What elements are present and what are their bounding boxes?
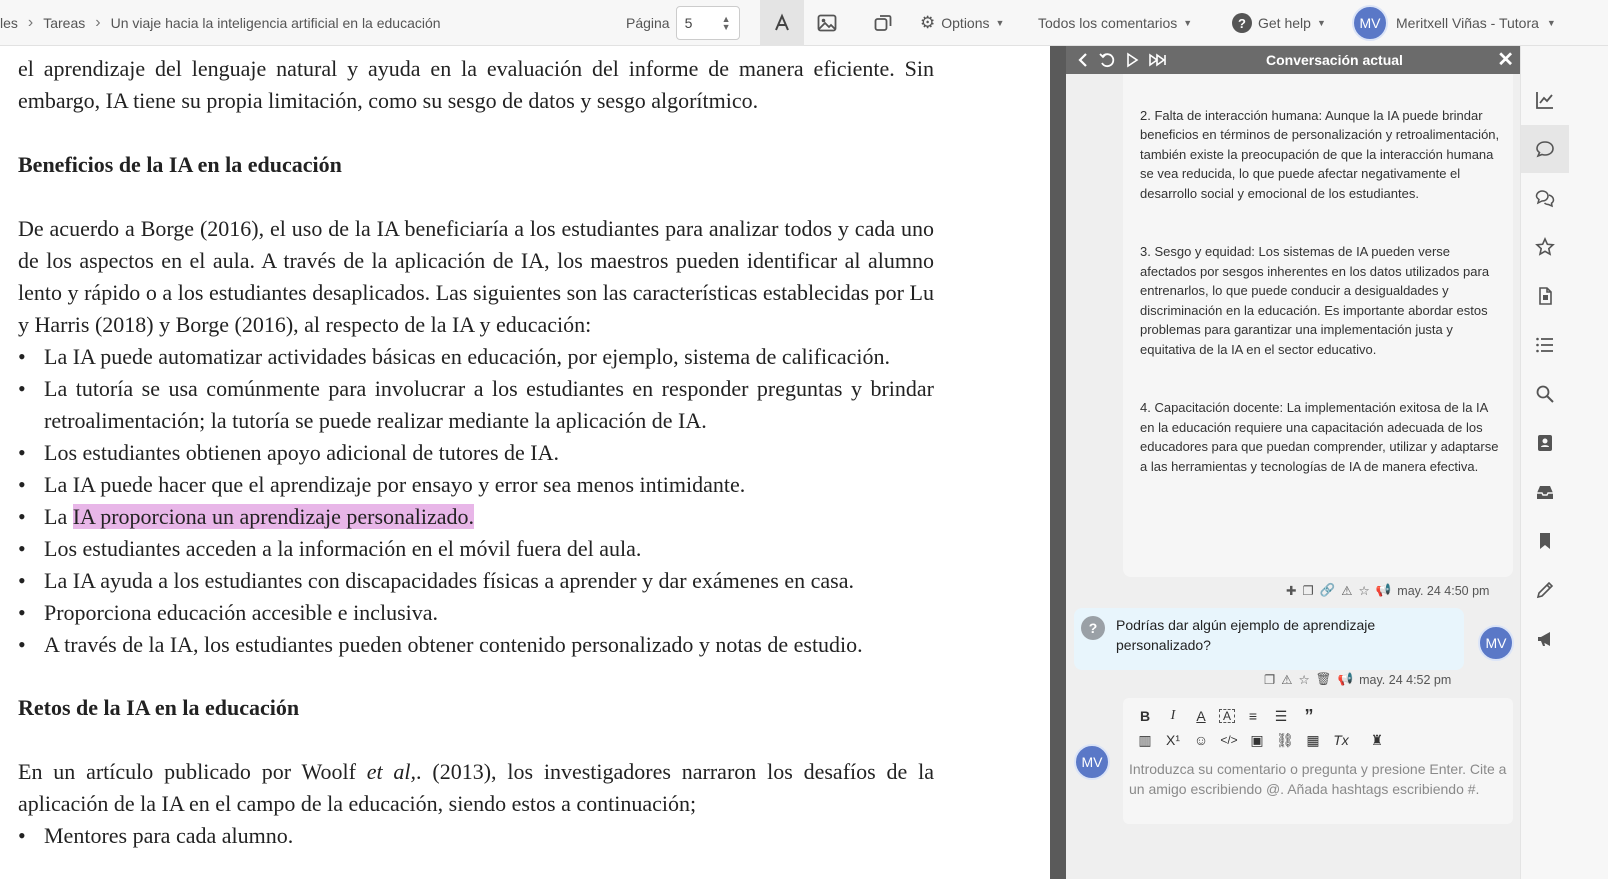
plugin-icon[interactable]: ✚ xyxy=(1286,584,1297,598)
image-icon[interactable]: ▣ xyxy=(1250,731,1264,748)
clear-format-icon[interactable]: Tx xyxy=(1333,732,1349,748)
timestamp: may. 24 4:50 pm xyxy=(1397,583,1490,598)
search-button[interactable] xyxy=(1521,370,1569,418)
megaphone-icon[interactable]: 📢 xyxy=(1375,583,1392,597)
inbox-button[interactable] xyxy=(1521,468,1569,516)
bullet-list xyxy=(18,341,934,661)
megaphone-icon xyxy=(1535,629,1555,649)
page-stepper-icon[interactable]: ▲ ▼ xyxy=(721,14,731,32)
paragraph-text: . (2013), los investigadores narraron los desafíos de la aplicación de la IA en el campo de la educación, siendo estos a continuación; xyxy=(18,759,934,816)
ordered-list-icon[interactable]: ≡ xyxy=(1248,708,1258,724)
text-color-icon[interactable]: A xyxy=(1196,708,1206,724)
address-book-icon xyxy=(1535,433,1555,453)
bullet-list-icon[interactable]: ☰ xyxy=(1274,707,1288,724)
text-highlight[interactable]: IA proporciona un aprendizaje personalizado. xyxy=(72,504,475,529)
breadcrumb-item-current[interactable]: Un viaje hacia la inteligencia artificial en la educación xyxy=(110,15,441,31)
breadcrumb-item-parent[interactable]: les xyxy=(0,15,18,31)
doc-line: el aprendizaje del lenguaje natural y ayuda en la evaluación del informe de manera eficiente. Sin xyxy=(18,56,934,81)
line-chart-icon xyxy=(1535,90,1555,110)
help-label: Get help xyxy=(1258,15,1311,31)
comments-button[interactable] xyxy=(1521,125,1569,173)
undo-icon[interactable] xyxy=(1098,52,1116,68)
conversation-panel xyxy=(1066,46,1520,879)
paragraph-text: En un artículo publicado por Woolf xyxy=(18,759,367,784)
star-icon[interactable]: ☆ xyxy=(1298,673,1310,687)
text-style-icon xyxy=(772,13,792,33)
chevron-right-icon: › xyxy=(95,14,101,31)
copy-tool-button[interactable] xyxy=(862,0,904,46)
fast-forward-icon[interactable] xyxy=(1148,52,1168,68)
timestamp: may. 24 4:52 pm xyxy=(1359,672,1452,687)
analytics-button[interactable] xyxy=(1521,76,1569,124)
page-number-input[interactable] xyxy=(676,6,740,40)
back-icon[interactable] xyxy=(1076,52,1090,68)
question-icon: ? xyxy=(1081,616,1105,640)
doc-paragraph xyxy=(18,756,934,820)
ai-answer-bubble xyxy=(1123,46,1513,577)
copy-icon[interactable]: ❐ xyxy=(1302,584,1314,598)
panel-header xyxy=(1066,46,1520,74)
caret-down-icon: ▼ xyxy=(995,18,1005,28)
close-icon[interactable]: ✕ xyxy=(1497,49,1514,71)
contacts-button[interactable] xyxy=(1521,419,1569,467)
bookmark-icon xyxy=(1535,531,1555,551)
image-tool-button[interactable] xyxy=(806,0,848,46)
page-navigator xyxy=(626,0,740,46)
help-icon: ? xyxy=(1232,13,1252,33)
options-menu[interactable] xyxy=(920,0,1004,46)
video-icon[interactable]: ▦ xyxy=(1306,731,1320,748)
copy-icon[interactable]: ❐ xyxy=(1264,673,1276,687)
bullet-list xyxy=(18,820,934,852)
file-icon xyxy=(1535,286,1555,306)
highlight-color-icon[interactable]: A xyxy=(1219,709,1235,723)
doc-paragraph: De acuerdo a Borge (2016), el uso de la IA beneficiaría a los estudiantes para analizar todos y cada uno de los aspectos en el aula. A través de la aplicación de IA, los maestros pueden identificar al alumno lento y rápido o a los estudiantes desaplicados. Las siguientes son las características establecidas por Lu y Harris (2018) y Borge (2016), al respecto de la IA y educación: xyxy=(18,216,934,337)
user-name: Meritxell Viñas - Tutora xyxy=(1396,15,1539,31)
comments-filter-dropdown[interactable] xyxy=(1038,0,1192,46)
list-icon xyxy=(1535,335,1555,355)
answer-point: 2. Falta de interacción humana: Aunque la IA puede brindar beneficios en términos de personalización y retroalimentación, también existe la preocupación de que la interacción humana se vea reducida, lo que puede afectar negativamente el desarrollo social y emocional de los estudiantes. xyxy=(1140,107,1500,201)
panel-title: Conversación actual xyxy=(1266,52,1403,68)
editor-toolbar-row xyxy=(1135,706,1319,726)
warning-icon[interactable]: ⚠ xyxy=(1281,673,1293,687)
avatar-initials: MV xyxy=(1478,625,1514,661)
announce-button[interactable] xyxy=(1521,615,1569,663)
top-bar xyxy=(0,0,1608,46)
avatar-initials: MV xyxy=(1074,744,1110,780)
section-heading: Beneficios de la IA en la educación xyxy=(18,152,342,177)
breadcrumb-item-tareas[interactable]: Tareas xyxy=(43,15,86,31)
user-menu[interactable] xyxy=(1352,0,1556,46)
megaphone-icon[interactable]: 📢 xyxy=(1337,672,1354,686)
copy-icon xyxy=(874,14,892,32)
comments-icon xyxy=(1535,188,1555,208)
edit-button[interactable] xyxy=(1521,566,1569,614)
quote-icon[interactable]: ” xyxy=(1304,705,1314,726)
conversations-button[interactable] xyxy=(1521,174,1569,222)
spy-icon[interactable]: ♜ xyxy=(1370,731,1384,748)
link-icon[interactable]: 🔗 xyxy=(1319,583,1336,597)
link-icon[interactable]: ⛓ xyxy=(1276,731,1294,748)
answer-point: 4. Capacitación docente: La implementación exitosa de la IA en la educación requiere una capacitación adecuada de los educadores para que puedan comprender, utilizar y adaptarse a las herramientas y tecnologías de IA de manera efectiva. xyxy=(1140,400,1499,474)
answer-actions xyxy=(1286,583,1489,598)
chevron-right-icon: › xyxy=(27,14,34,31)
list-item: • A través de la IA, los estudiantes pueden obtener contenido personalizado y notas de estudio. xyxy=(18,629,934,661)
list-item: • La IA puede hacer que el aprendizaje por ensayo y error sea menos intimidante. xyxy=(18,469,934,501)
question-actions xyxy=(1264,672,1451,687)
chart-icon[interactable]: ▥ xyxy=(1138,731,1152,748)
avatar: MV xyxy=(1352,5,1388,41)
warning-icon[interactable]: ⚠ xyxy=(1341,584,1353,598)
list-item: • La tutoría se usa comúnmente para involucrar a los estudiantes en responder preguntas y brindar retroalimentación; la tutoría se puede realizar mediante la aplicación de IA. xyxy=(18,373,934,437)
text-tool-button[interactable] xyxy=(760,0,804,46)
caret-down-icon: ▼ xyxy=(1316,18,1326,28)
document-viewer xyxy=(0,46,1050,879)
star-icon xyxy=(1535,237,1555,257)
list-text: La xyxy=(44,504,73,529)
favorites-button[interactable] xyxy=(1521,223,1569,271)
paragraph-italic: et al, xyxy=(366,759,417,784)
page-number-value: 5 xyxy=(684,15,693,31)
right-icon-rail xyxy=(1520,46,1608,879)
italic-icon[interactable]: I xyxy=(1170,708,1176,723)
editor-toolbar-row xyxy=(1135,730,1387,750)
pencil-icon xyxy=(1535,580,1555,600)
search-icon xyxy=(1535,384,1555,404)
avatar xyxy=(1074,744,1110,780)
superscript-icon[interactable]: X¹ xyxy=(1166,732,1180,748)
list-item: • Los estudiantes acceden a la información en el móvil fuera del aula. xyxy=(18,533,934,565)
bold-icon[interactable]: B xyxy=(1139,708,1151,724)
image-icon xyxy=(817,14,837,32)
trash-icon[interactable]: 🗑 xyxy=(1315,672,1332,686)
list-button[interactable] xyxy=(1521,321,1569,369)
list-item: • La IA ayuda a los estudiantes con discapacidades físicas a aprender y dar exámenes en casa. xyxy=(18,565,934,597)
caret-down-icon: ▼ xyxy=(1546,18,1556,28)
list-item: • Mentores para cada alumno. xyxy=(18,820,934,852)
doc-line: embargo, IA tiene su propia limitación, como su sesgo de datos y sesgo algorítmico. xyxy=(18,88,759,113)
comment-icon xyxy=(1535,139,1555,159)
question-text: Podrías dar algún ejemplo de aprendizaje personalizado? xyxy=(1116,617,1376,653)
gears-icon: ⚙ xyxy=(920,13,936,32)
panel-resize-handle[interactable] xyxy=(1050,46,1066,879)
play-icon[interactable] xyxy=(1124,52,1140,68)
document-button[interactable] xyxy=(1521,272,1569,320)
caret-down-icon: ▼ xyxy=(1183,18,1193,28)
section-heading: Retos de la IA en la educación xyxy=(18,695,300,720)
avatar xyxy=(1478,625,1514,661)
list-item: • Proporciona educación accesible e inclusiva. xyxy=(18,597,934,629)
comments-filter-label: Todos los comentarios xyxy=(1038,15,1178,31)
bookmarks-button[interactable] xyxy=(1521,517,1569,565)
options-label: Options xyxy=(941,15,990,31)
breadcrumb xyxy=(0,0,441,46)
emoji-icon[interactable]: ☺ xyxy=(1193,732,1209,748)
help-menu[interactable] xyxy=(1232,0,1326,46)
code-icon[interactable]: </> xyxy=(1220,733,1238,747)
inbox-icon xyxy=(1535,482,1555,502)
comment-input[interactable]: Introduzca su comentario o pregunta y presione Enter. Cite a un amigo escribiendo @. Añada hashtags escribiendo #. xyxy=(1129,761,1507,797)
list-item: • La IA puede automatizar actividades básicas en educación, por ejemplo, sistema de calificación. xyxy=(18,341,934,373)
list-item-highlighted xyxy=(18,501,934,533)
star-icon[interactable]: ☆ xyxy=(1358,584,1370,598)
answer-point: 3. Sesgo y equidad: Los sistemas de IA pueden verse afectados por sesgos inherentes en los datos utilizados para entrenarlos, lo que puede conducir a desigualdades y discriminación en la educación. Es importante abordar estos problemas para garantizar una implementación justa y equitativa de la IA en el sector educativo. xyxy=(1140,244,1490,357)
list-item: • Los estudiantes obtienen apoyo adicional de tutores de IA. xyxy=(18,437,934,469)
page-label: Página xyxy=(626,15,670,31)
